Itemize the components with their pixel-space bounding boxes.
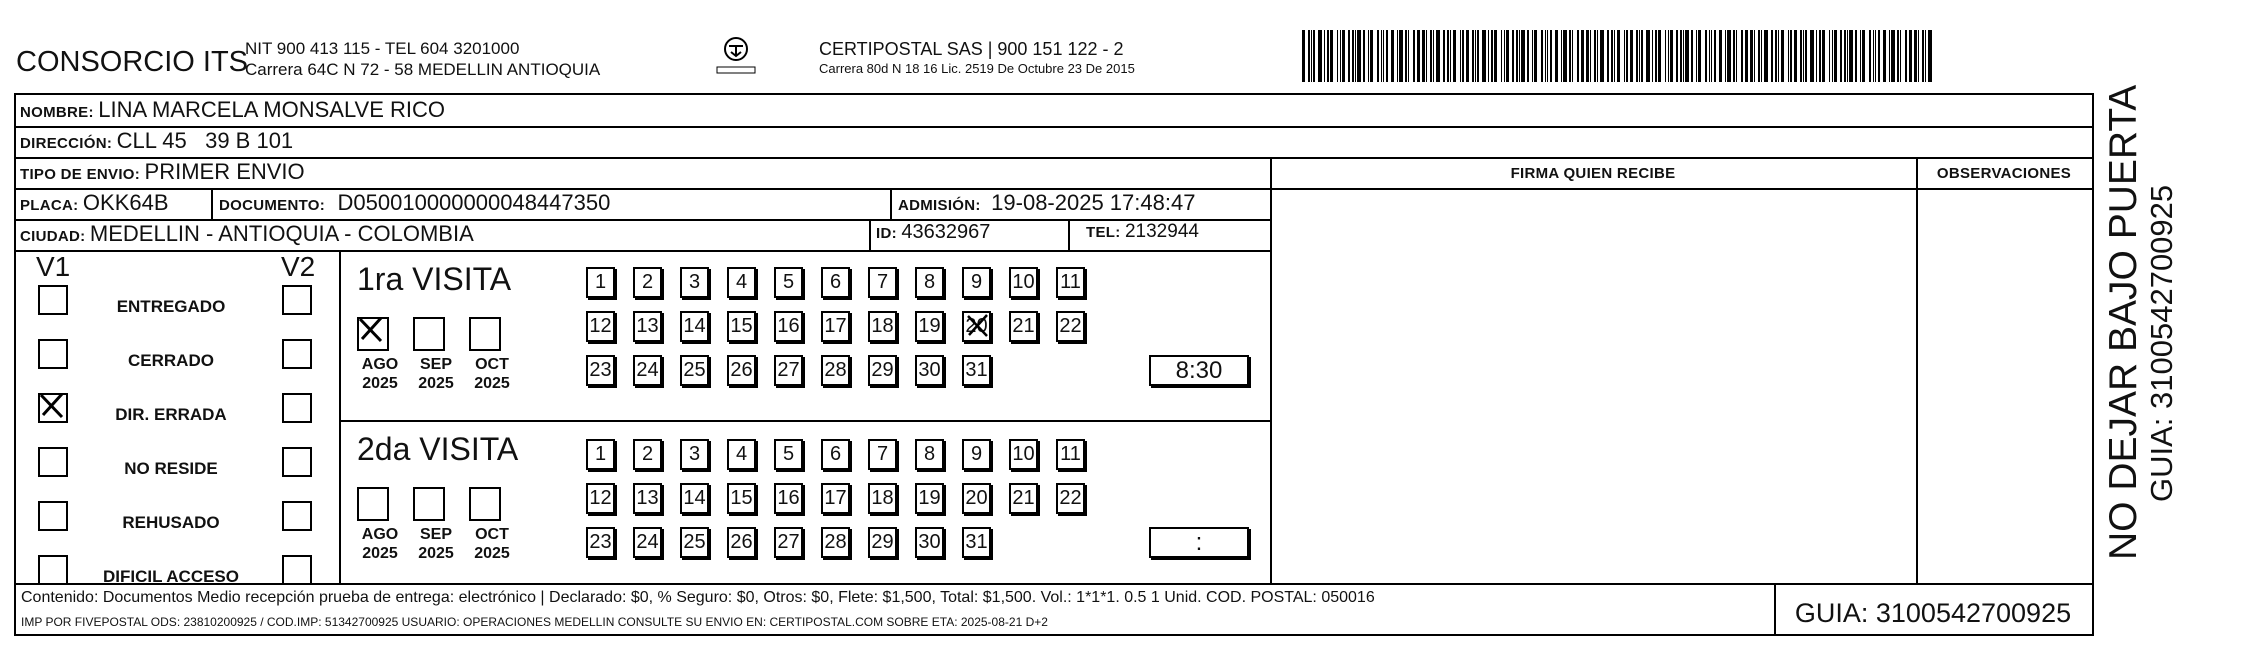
v1-checkbox-2[interactable] [38,339,68,369]
side-guia: GUIA: 3100542700925 [2144,184,2179,502]
status-label: DIR. ERRADA [115,405,227,424]
recipient-address: CLL 45 39 B 101 [116,128,294,153]
certipostal-name: CERTIPOSTAL SAS | 900 151 122 - 2 [819,39,1124,59]
day-box-31[interactable]: 31 [962,355,991,386]
day-box-27[interactable]: 27 [774,527,803,558]
day-box-14[interactable]: 14 [680,483,709,514]
month-year: 2025 [418,375,454,392]
day-box-26[interactable]: 26 [727,355,756,386]
signature-column-header: FIRMA QUIEN RECIBE [1510,165,1676,182]
recipient-name-row [20,97,445,123]
v1-checkbox-5[interactable] [38,501,68,531]
shipment-type-label: TIPO DE ENVIO: [20,166,141,183]
day-box-23[interactable]: 23 [586,527,615,558]
document-field [219,190,610,216]
day-box-5[interactable]: 5 [774,267,803,298]
recipient-name: LINA MARCELA MONSALVE RICO [98,97,446,122]
month-checkbox-sep[interactable] [413,317,445,351]
day-box-29[interactable]: 29 [868,355,897,386]
plate-field [20,190,169,216]
shipment-type-row [20,159,305,185]
shipment-type: PRIMER ENVIO [144,159,305,184]
v1-checkbox-3[interactable] [38,393,68,423]
month-name: SEP [419,356,452,373]
month-name: OCT [475,356,509,373]
day-box-17[interactable]: 17 [821,483,850,514]
month-name: OCT [475,526,509,543]
day-box-18[interactable]: 18 [868,311,897,342]
recipient-address-row [20,128,293,154]
certipostal-logo [715,34,757,80]
month-checkbox-sep[interactable] [413,487,445,521]
day-box-8[interactable]: 8 [915,439,944,470]
month-checkbox-ago[interactable] [357,487,389,521]
footer-content-line: Contenido: Documentos Medio recepción prueba de entrega: electrónico | Declarado: $0, % Seguro: $0, Otros: $0, Flete: $1,500, Total: $1,500. Vol.: 1*1*1. 0.5 1 Unid. COD. POSTAL: 050016 [21,589,1375,606]
status-label: CERRADO [128,351,214,370]
company-info [245,38,600,80]
month-label [409,355,463,393]
status-label: ENTREGADO [116,297,226,316]
day-box-24[interactable]: 24 [633,527,662,558]
day-box-11[interactable]: 11 [1056,439,1085,470]
day-box-2[interactable]: 2 [633,267,662,298]
city-field [20,221,474,247]
day-box-23[interactable]: 23 [586,355,615,386]
day-box-31[interactable]: 31 [962,527,991,558]
day-box-9[interactable]: 9 [962,267,991,298]
admission-value: 19-08-2025 17:48:47 [991,190,1196,215]
day-box-25[interactable]: 25 [680,355,709,386]
day-box-20[interactable]: 20 [962,311,991,342]
v2-checkbox-4[interactable] [282,447,312,477]
day-box-22[interactable]: 22 [1056,311,1085,342]
month-checkbox-oct[interactable] [469,317,501,351]
day-box-16[interactable]: 16 [774,483,803,514]
status-label: NO RESIDE [124,459,218,478]
day-box-10[interactable]: 10 [1009,267,1038,298]
v2-checkbox-2[interactable] [282,339,312,369]
v2-checkbox-5[interactable] [282,501,312,531]
day-box-15[interactable]: 15 [727,311,756,342]
day-box-27[interactable]: 27 [774,355,803,386]
month-checkbox-ago[interactable] [357,317,389,351]
plate-value: OKK64B [82,190,169,215]
day-box-21[interactable]: 21 [1009,483,1038,514]
day-box-7[interactable]: 7 [868,267,897,298]
day-box-28[interactable]: 28 [821,355,850,386]
id-field [876,221,990,244]
month-year: 2025 [474,545,510,562]
day-box-4[interactable]: 4 [727,439,756,470]
footer-print-line: IMP POR FIVEPOSTAL ODS: 23810200925 / COD.IMP: 51342700925 USUARIO: OPERACIONES MEDELLIN CONSULTE SU ENVIO EN: CERTIPOSTAL.COM SOBRE ETA: 2025-08-21 D+2 [21,615,1048,629]
day-box-16[interactable]: 16 [774,311,803,342]
month-label [409,525,463,563]
city-value: MEDELLIN - ANTIOQUIA - COLOMBIA [89,221,474,246]
day-box-1[interactable]: 1 [586,267,615,298]
month-checkbox-oct[interactable] [469,487,501,521]
month-name: SEP [419,526,452,543]
day-box-13[interactable]: 13 [633,483,662,514]
month-year: 2025 [418,545,454,562]
time-field[interactable]: 8:30 [1149,355,1249,386]
company-name: CONSORCIO ITS [16,46,249,78]
certipostal-info [819,38,1135,78]
day-box-20[interactable]: 20 [962,483,991,514]
month-label [353,355,407,393]
month-year: 2025 [474,375,510,392]
barcode [1302,30,1942,82]
day-box-10[interactable]: 10 [1009,439,1038,470]
day-box-6[interactable]: 6 [821,267,850,298]
admission-label: ADMISIÓN: [898,197,981,214]
status-label: REHUSADO [122,513,220,532]
tel-label: TEL: [1086,224,1121,241]
v1-label: V1 [36,251,71,282]
address-label: DIRECCIÓN: [20,135,113,152]
day-box-8[interactable]: 8 [915,267,944,298]
v1-checkbox-6[interactable] [38,555,68,585]
month-year: 2025 [362,375,398,392]
day-box-4[interactable]: 4 [727,267,756,298]
day-box-15[interactable]: 15 [727,483,756,514]
month-label [465,525,519,563]
name-label: NOMBRE: [20,104,94,121]
day-box-19[interactable]: 19 [915,483,944,514]
day-box-18[interactable]: 18 [868,483,897,514]
month-year: 2025 [362,545,398,562]
tel-field [1086,221,1199,243]
day-box-24[interactable]: 24 [633,355,662,386]
month-label [465,355,519,393]
footer-guia: GUIA: 3100542700925 [1794,598,2072,628]
day-box-28[interactable]: 28 [821,527,850,558]
admission-field [898,190,1195,216]
day-box-6[interactable]: 6 [821,439,850,470]
day-box-30[interactable]: 30 [915,355,944,386]
status-label: DIFICIL ACCESO [102,567,239,586]
city-label: CIUDAD: [20,228,86,245]
day-box-3[interactable]: 3 [680,267,709,298]
id-label: ID: [876,225,897,242]
day-box-30[interactable]: 30 [915,527,944,558]
v2-checkbox-1[interactable] [282,285,312,315]
day-box-21[interactable]: 21 [1009,311,1038,342]
side-warning: NO DEJAR BAJO PUERTA [2102,84,2145,560]
day-box-9[interactable]: 9 [962,439,991,470]
day-box-14[interactable]: 14 [680,311,709,342]
day-box-12[interactable]: 12 [586,483,615,514]
day-box-25[interactable]: 25 [680,527,709,558]
id-value: 43632967 [901,221,991,243]
month-label [353,525,407,563]
plate-label: PLACA: [20,197,79,214]
month-name: AGO [361,356,399,373]
v2-checkbox-3[interactable] [282,393,312,423]
v2-label: V2 [281,251,316,282]
day-box-7[interactable]: 7 [868,439,897,470]
day-box-19[interactable]: 19 [915,311,944,342]
day-box-22[interactable]: 22 [1056,483,1085,514]
first-visit-title: 1ra VISITA [357,261,512,297]
observations-column-header: OBSERVACIONES [1936,165,2072,182]
day-box-3[interactable]: 3 [680,439,709,470]
day-box-17[interactable]: 17 [821,311,850,342]
day-box-2[interactable]: 2 [633,439,662,470]
tel-value: 2132944 [1124,221,1199,242]
time-field[interactable]: : [1149,527,1249,558]
month-name: AGO [361,526,399,543]
v1-checkbox-4[interactable] [38,447,68,477]
day-box-1[interactable]: 1 [586,439,615,470]
day-box-11[interactable]: 11 [1056,267,1085,298]
certipostal-address: Carrera 80d N 18 16 Lic. 2519 De Octubre 23 De 2015 [819,61,1135,76]
document-value: D050010000000048447350 [337,190,611,215]
day-box-29[interactable]: 29 [868,527,897,558]
day-box-13[interactable]: 13 [633,311,662,342]
document-label: DOCUMENTO: [219,197,326,214]
day-box-12[interactable]: 12 [586,311,615,342]
delivery-form [14,93,2094,636]
second-visit-title: 2da VISITA [357,431,519,467]
v1-checkbox-1[interactable] [38,285,68,315]
day-box-26[interactable]: 26 [727,527,756,558]
v2-checkbox-6[interactable] [282,555,312,585]
company-address: Carrera 64C N 72 - 58 MEDELLIN ANTIOQUIA [245,60,601,79]
day-box-5[interactable]: 5 [774,439,803,470]
company-nit: NIT 900 413 115 - TEL 604 3201000 [245,39,520,58]
